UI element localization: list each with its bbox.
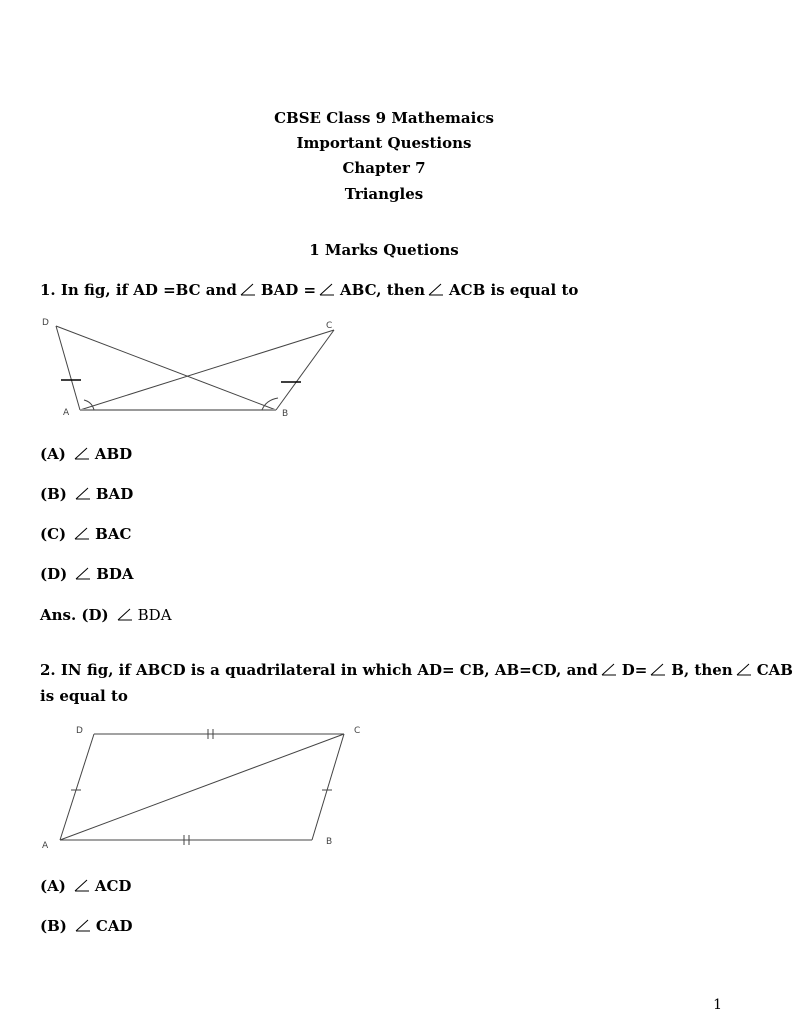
segment-ad [56, 326, 80, 410]
angle-icon [75, 567, 92, 580]
option-value: BAD [95, 485, 134, 503]
vertex-label-d: D [42, 318, 49, 328]
question-1-text [40, 281, 578, 299]
angle-icon [74, 527, 91, 540]
answer-prefix: Ans. (D) [40, 606, 109, 624]
question-1-part-1: 1. In fig, if AD =BC and [40, 281, 237, 299]
option-prefix: (A) [40, 445, 66, 463]
angle-icon [650, 663, 667, 676]
segment-db [56, 326, 276, 410]
option-a [40, 445, 132, 463]
angle-icon [601, 663, 618, 676]
question-1-figure [36, 314, 346, 420]
angle-icon [736, 663, 753, 676]
question-2-figure [36, 718, 370, 852]
answer-value: BDA [137, 606, 172, 624]
segment-cb [276, 330, 334, 410]
angle-icon [117, 608, 134, 621]
option-a [40, 877, 131, 895]
segment-ac [60, 734, 344, 840]
question-1-part-3: ABC, then [340, 281, 426, 299]
vertex-label-c: C [326, 321, 333, 331]
angle-icon [75, 487, 92, 500]
question-2-part-2: D= [621, 661, 648, 679]
option-prefix: (B) [40, 917, 67, 935]
vertex-label-a: A [42, 841, 49, 851]
option-value: BAC [95, 525, 132, 543]
vertex-label-c: C [354, 726, 361, 736]
option-prefix: (D) [40, 565, 68, 583]
segment-da [60, 734, 94, 840]
option-value: ABD [94, 445, 133, 463]
angle-icon [75, 919, 92, 932]
option-c [40, 525, 131, 543]
option-b [40, 917, 132, 935]
question-2-part-3: B, then [671, 661, 733, 679]
vertex-label-d: D [76, 726, 83, 736]
angle-icon [74, 879, 91, 892]
document-subtitle: Important Questions [296, 134, 472, 152]
section-title: 1 Marks Quetions [309, 241, 459, 259]
option-prefix: (C) [40, 525, 67, 543]
option-prefix: (A) [40, 877, 66, 895]
vertex-label-a: A [63, 408, 70, 418]
segment-ac [80, 330, 334, 410]
option-prefix: (B) [40, 485, 67, 503]
option-value: BDA [96, 565, 134, 583]
angle-icon [74, 447, 91, 460]
chapter-title: Triangles [344, 185, 424, 203]
question-2-text [40, 661, 793, 679]
angle-icon [240, 283, 257, 296]
option-value: ACD [94, 877, 132, 895]
option-value: CAD [95, 917, 133, 935]
document-title: CBSE Class 9 Mathemaics [274, 109, 494, 127]
vertex-label-b: B [326, 837, 333, 847]
question-2-part-1: 2. IN fig, if ABCD is a quadrilateral in which AD= CB, AB=CD, and [40, 661, 598, 679]
question-1-part-2: BAD = [260, 281, 317, 299]
option-b [40, 485, 133, 503]
question-1-part-4: ACB is equal to [449, 281, 579, 299]
answer-line [40, 606, 172, 624]
page-number: 1 [713, 997, 722, 1013]
chapter-number: Chapter 7 [342, 159, 426, 177]
angle-icon [319, 283, 336, 296]
question-2-part-4: CAB [756, 661, 793, 679]
vertex-label-b: B [282, 409, 289, 419]
question-2-text-continued: is equal to [40, 687, 128, 705]
option-d [40, 565, 134, 583]
angle-icon [428, 283, 445, 296]
segment-cb [312, 734, 344, 840]
